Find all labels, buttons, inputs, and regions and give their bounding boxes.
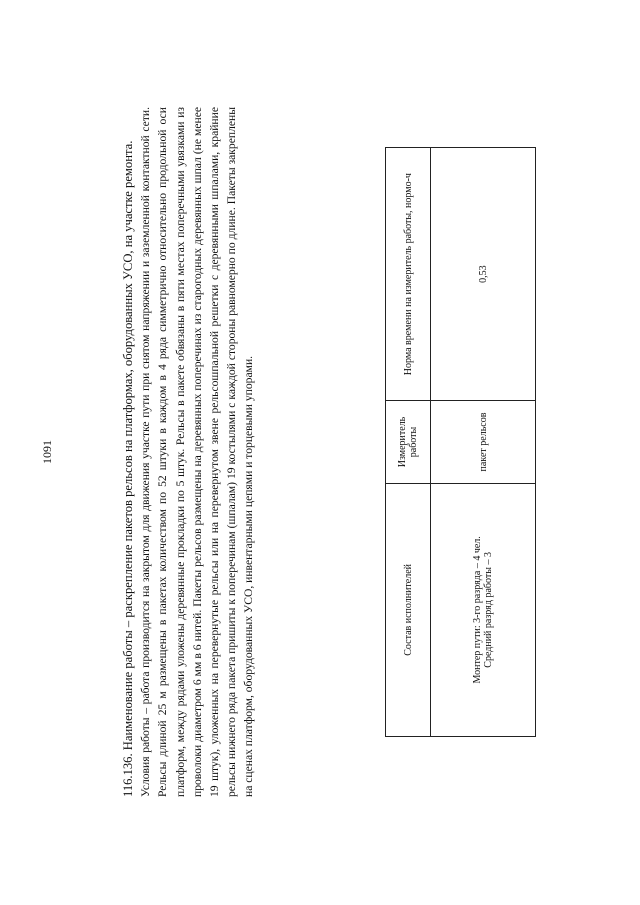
- work-title: 116.136. Наименование работы – раскрепление пакетов рельсов на платформах, оборудованных УСО, на участке ремонта.: [121, 140, 135, 797]
- rotated-page: [40, 82, 600, 822]
- cell-norm: 0,53: [431, 148, 536, 401]
- staff-line-2: Средний разряд работы – 3: [483, 552, 494, 668]
- staff-line-1: Монтер пути: 3-го разряда – 4 чел.: [472, 536, 483, 684]
- header-norm: Норма времени на измеритель работы, нормо-ч: [386, 148, 431, 401]
- table-row: [431, 148, 536, 737]
- work-conditions: Условия работы – работа производится на закрытом для движения участке пути при снятом напряжении и заземленной контактной сети. Рельсы длиной 25 м размещены в пакетах количеством по 52 штуки в каждом в 4 ряда симметрично относительно продольной оси платформ, между рядами уложены деревянные прокладки по 5 штук. Рельсы в пакете обвязаны в пяти местах поперечными увязками из проволоки диаметром 6 мм в 6 нитей. Пакеты рельсов размещены на деревянных поперечинах из старогодных деревянных шпал (не менее 19 штук), уложенных на перевернутые рельсы или на перевернутом звене рельсошпальной решетки с деревянными шпалами, крайние рельсы нижнего ряда пакета пришиты к поперечинам (шпалам) 19 костылями с каждой стороны равномерно по длине. Пакеты закреплены на сценах платформ, оборудованных УСО, инвентарными цепями и торцевыми упорами.: [139, 107, 256, 797]
- cell-unit: пакет рельсов: [431, 401, 536, 483]
- norms-table: [385, 147, 536, 737]
- header-staff: Состав исполнителей: [386, 483, 431, 736]
- page-number: 1091: [40, 440, 54, 464]
- table-header-row: [386, 148, 431, 737]
- cell-staff: [431, 483, 536, 736]
- text-block: [120, 107, 258, 797]
- header-unit: Измеритель работы: [386, 401, 431, 483]
